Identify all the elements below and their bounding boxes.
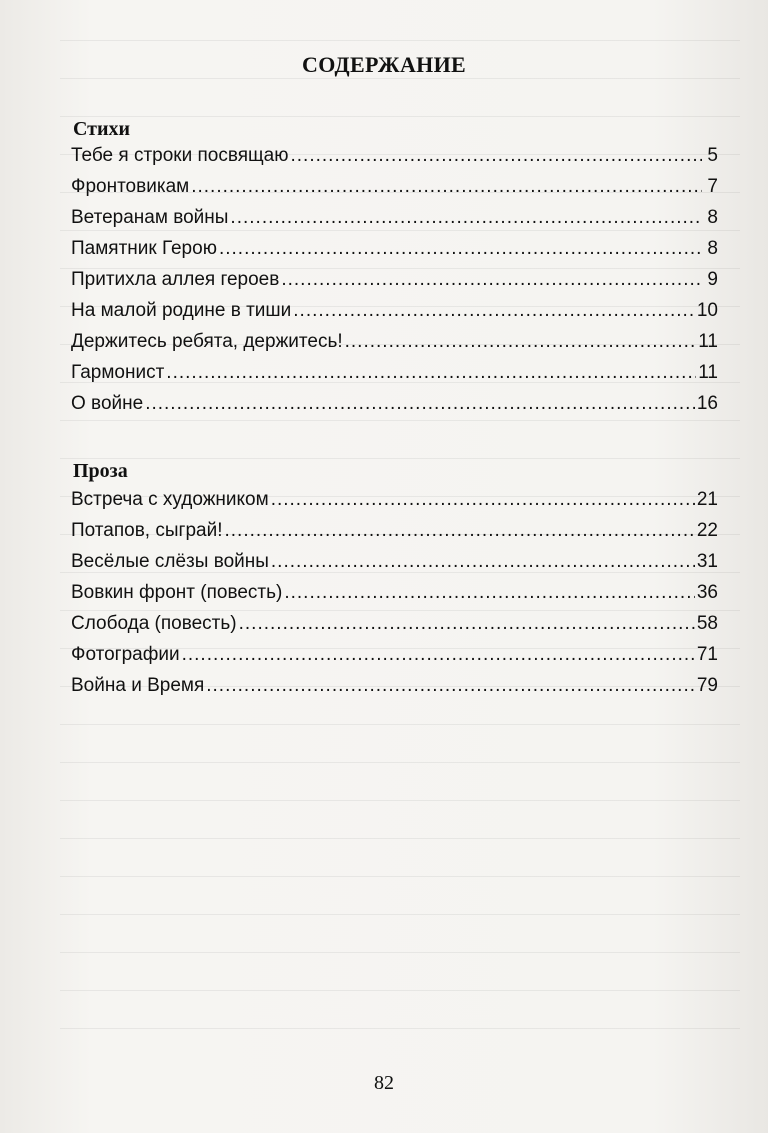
toc-entry-title: О войне [71,393,144,414]
toc-entry-page: 11 [698,362,718,383]
toc-entry-title: Гармонист [71,362,165,383]
toc-entry [71,331,718,362]
toc-entry [71,362,718,393]
toc-entry-title: Встреча с художником [71,489,269,510]
dot-leader [271,551,695,574]
toc-list-poems [71,145,718,424]
toc-entry-page: 36 [696,582,718,603]
toc-list-prose [71,489,718,706]
dot-leader [293,300,695,323]
toc-entry-title: Вовкин фронт (повесть) [71,582,283,603]
toc-entry-title: Фотографии [71,644,180,665]
toc-entry [71,551,718,582]
dot-leader [345,331,697,354]
toc-entry-title: Держитесь ребята, держитесь! [71,331,343,352]
toc-entry-title: Тебе я строки посвящаю [71,145,289,166]
toc-entry-title: Война и Время [71,675,205,696]
page-title: СОДЕРЖАНИЕ [302,52,466,77]
toc-entry-page: 22 [696,520,718,541]
toc-entry-title: Фронтовикам [71,176,190,197]
toc-entry-title: Ветеранам войны [71,207,229,228]
dot-leader [284,582,695,605]
toc-entry [71,238,718,269]
toc-entry [71,675,718,706]
toc-entry [71,145,718,176]
toc-entry [71,582,718,613]
toc-entry [71,269,718,300]
toc-entry [71,176,718,207]
dot-leader [224,520,694,543]
toc-entry-page: 10 [696,300,718,321]
dot-leader [291,145,703,168]
dot-leader [271,489,695,512]
toc-entry-page: 16 [696,393,718,414]
dot-leader [191,176,702,199]
dot-leader [206,675,695,698]
dot-leader [166,362,696,385]
toc-entry [71,489,718,520]
page-number: 82 [374,1072,394,1094]
dot-leader [239,613,695,636]
toc-entry-title: Притихла аллея героев [71,269,280,290]
toc-entry-page: 9 [707,269,718,290]
toc-entry-page: 58 [696,613,718,634]
section-heading-prose: Проза [73,460,128,482]
dot-leader [145,393,695,416]
toc-entry-page: 5 [707,145,718,166]
toc-entry-page: 7 [707,176,718,197]
toc-entry-page: 8 [707,238,718,259]
toc-entry-page: 21 [696,489,718,510]
toc-entry-page: 11 [698,331,718,352]
toc-entry-page: 71 [696,644,718,665]
toc-entry-page: 8 [707,207,718,228]
dot-leader [219,238,702,261]
dot-leader [281,269,702,292]
toc-entry-title: Слобода (повесть) [71,613,237,634]
dot-leader [230,207,702,230]
toc-entry [71,644,718,675]
toc-entry-title: На малой родине в тиши [71,300,292,321]
toc-entry-page: 31 [696,551,718,572]
toc-entry-page: 79 [696,675,718,696]
toc-entry-title: Потапов, сыграй! [71,520,223,541]
dot-leader [182,644,695,667]
toc-entry [71,520,718,551]
toc-entry-title: Весёлые слёзы войны [71,551,269,572]
toc-entry [71,613,718,644]
toc-entry-title: Памятник Герою [71,238,217,259]
toc-entry [71,393,718,424]
section-heading-poems: Стихи [73,118,131,140]
toc-entry [71,207,718,238]
toc-entry [71,300,718,331]
